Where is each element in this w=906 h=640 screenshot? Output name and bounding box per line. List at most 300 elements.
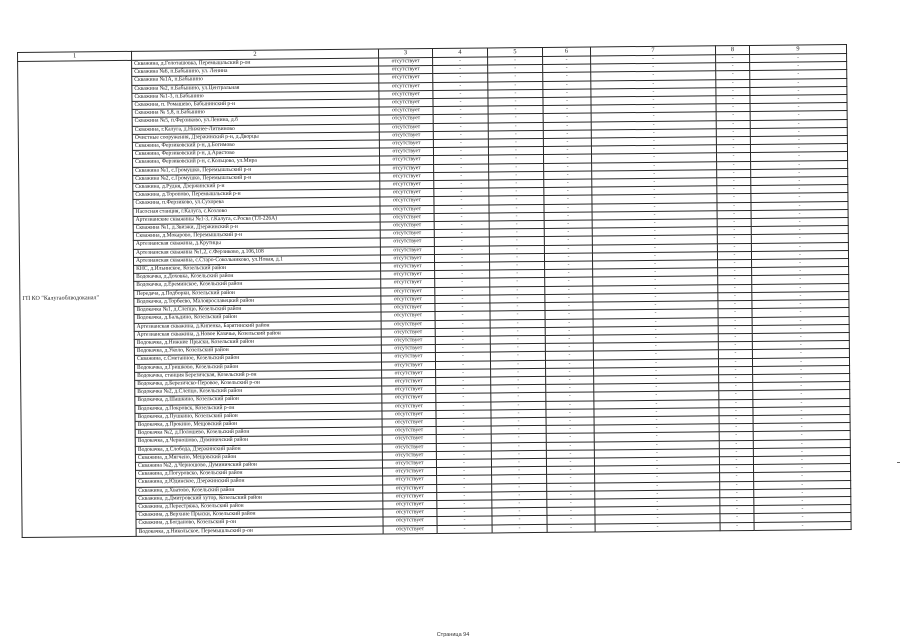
- object-name-cell: Скважина, д.Мокарово, Перемышльский р-н: [133, 230, 380, 241]
- column-header: 4: [432, 48, 487, 58]
- dash-cell: -: [718, 284, 752, 293]
- status-cell: отсутствует: [381, 279, 435, 288]
- dash-cell: -: [490, 286, 545, 295]
- dash-cell: -: [489, 171, 544, 180]
- dash-cell: -: [488, 106, 543, 115]
- dash-cell: -: [490, 335, 545, 344]
- dash-cell: -: [433, 131, 488, 140]
- dash-cell: -: [489, 221, 544, 230]
- dash-cell: -: [753, 406, 850, 415]
- object-name-cell: Скважина, д.Дмитровский хутор, Козельский район: [136, 493, 383, 504]
- column-header: 1: [18, 51, 132, 61]
- dash-cell: -: [754, 505, 851, 514]
- dash-cell: -: [594, 440, 719, 449]
- dash-cell: -: [752, 316, 849, 325]
- status-cell: отсутствует: [380, 222, 434, 231]
- dash-cell: -: [753, 455, 850, 464]
- status-cell: отсутствует: [382, 369, 436, 378]
- dash-cell: -: [435, 270, 490, 279]
- dash-cell: -: [592, 178, 717, 187]
- object-name-cell: Скважина № 5,8, п.Бабынино: [132, 107, 379, 118]
- dash-cell: -: [544, 171, 592, 180]
- dash-cell: -: [719, 448, 753, 457]
- dash-cell: -: [488, 73, 543, 82]
- dash-cell: -: [594, 416, 719, 425]
- dash-cell: -: [490, 278, 545, 287]
- dash-cell: -: [544, 195, 592, 204]
- table-container: [17, 44, 852, 538]
- dash-cell: -: [433, 139, 488, 148]
- dash-cell: -: [433, 98, 488, 107]
- dash-cell: -: [435, 344, 490, 353]
- status-cell: отсутствует: [382, 451, 436, 460]
- dash-cell: -: [719, 383, 753, 392]
- dash-cell: -: [720, 473, 754, 482]
- dash-cell: -: [488, 147, 543, 156]
- status-cell: отсутствует: [380, 246, 434, 255]
- dash-cell: -: [491, 450, 546, 459]
- status-cell: отсутствует: [382, 418, 436, 427]
- dash-cell: -: [594, 366, 719, 375]
- dash-cell: -: [718, 309, 752, 318]
- status-cell: отсутствует: [379, 123, 433, 132]
- dash-cell: -: [717, 161, 751, 170]
- dash-cell: -: [488, 122, 543, 131]
- object-name-cell: Водокачка №1, д.Слепцо, Козельский район: [134, 304, 381, 315]
- dash-cell: -: [546, 392, 594, 401]
- dash-cell: -: [716, 128, 750, 137]
- dash-cell: -: [717, 219, 751, 228]
- dash-cell: -: [544, 220, 592, 229]
- dash-cell: -: [717, 251, 751, 260]
- object-name-cell: Водокачка, д.Уколо, Козельский район: [134, 345, 381, 356]
- dash-cell: -: [717, 178, 751, 187]
- status-cell: отсутствует: [382, 443, 436, 452]
- dash-cell: -: [489, 163, 544, 172]
- object-name-cell: Скважина №2, д.Черношово, Думиничский район: [135, 460, 382, 471]
- object-name-cell: Скважина, п. Ромашево, Бабынинский р-н: [132, 99, 379, 110]
- dash-cell: -: [595, 481, 720, 490]
- dash-cell: -: [594, 391, 719, 400]
- dash-cell: -: [591, 120, 716, 129]
- dash-cell: -: [594, 432, 719, 441]
- column-header: 6: [542, 47, 590, 56]
- dash-cell: -: [720, 522, 754, 531]
- dash-cell: -: [718, 260, 752, 269]
- dash-cell: -: [437, 500, 492, 509]
- object-name-cell: Скважина, п.Ферзиково, ул.Сухорева: [133, 197, 380, 208]
- dash-cell: -: [435, 360, 490, 369]
- dash-cell: -: [595, 490, 720, 499]
- status-cell: отсутствует: [383, 468, 437, 477]
- dash-cell: -: [593, 301, 718, 310]
- dash-cell: -: [491, 426, 546, 435]
- dash-cell: -: [544, 154, 592, 163]
- dash-cell: -: [435, 303, 490, 312]
- dash-cell: -: [545, 286, 593, 295]
- dash-cell: -: [717, 243, 751, 252]
- dash-cell: -: [594, 424, 719, 433]
- dash-cell: -: [594, 375, 719, 384]
- dash-cell: -: [719, 415, 753, 424]
- dash-cell: -: [591, 63, 716, 72]
- dash-cell: -: [591, 55, 716, 64]
- organization-cell: ГП КО "Калугаоблводоканал": [18, 60, 137, 537]
- dash-cell: -: [750, 54, 847, 63]
- status-cell: отсутствует: [379, 115, 433, 124]
- status-cell: отсутствует: [380, 189, 434, 198]
- dash-cell: -: [720, 481, 754, 490]
- dash-cell: -: [544, 204, 592, 213]
- status-cell: отсутствует: [379, 90, 433, 99]
- dash-cell: -: [547, 466, 595, 475]
- dash-cell: -: [754, 488, 851, 497]
- status-cell: отсутствует: [382, 459, 436, 468]
- object-name-cell: Водокачка, д.Покровск, Козельский р-он: [135, 403, 382, 414]
- dash-cell: -: [752, 357, 849, 366]
- dash-cell: -: [433, 65, 488, 74]
- dash-cell: -: [434, 164, 489, 173]
- dash-cell: -: [545, 343, 593, 352]
- dash-cell: -: [592, 235, 717, 244]
- dash-cell: -: [437, 508, 492, 517]
- dash-cell: -: [592, 202, 717, 211]
- status-cell: отсутствует: [379, 82, 433, 91]
- status-cell: отсутствует: [382, 435, 436, 444]
- dash-cell: -: [545, 327, 593, 336]
- status-cell: отсутствует: [380, 213, 434, 222]
- dash-cell: -: [718, 317, 752, 326]
- dash-cell: -: [433, 90, 488, 99]
- dash-cell: -: [546, 450, 594, 459]
- dash-cell: -: [591, 71, 716, 80]
- dash-cell: -: [545, 294, 593, 303]
- dash-cell: -: [433, 82, 488, 91]
- dash-cell: -: [752, 267, 849, 276]
- dash-cell: -: [595, 514, 720, 523]
- dash-cell: -: [595, 473, 720, 482]
- dash-cell: -: [592, 219, 717, 228]
- dash-cell: -: [593, 284, 718, 293]
- dash-cell: -: [753, 382, 850, 391]
- object-name-cell: Водокачка, д.Ереминское, Козельский район: [134, 280, 381, 291]
- dash-cell: -: [545, 359, 593, 368]
- dash-cell: -: [753, 373, 850, 382]
- object-name-cell: Водокачка №2, д.Слепцо, Козельский район: [135, 386, 382, 397]
- dash-cell: -: [489, 179, 544, 188]
- dash-cell: -: [435, 295, 490, 304]
- dash-cell: -: [751, 160, 848, 169]
- status-cell: отсутствует: [383, 492, 437, 501]
- dash-cell: -: [593, 325, 718, 334]
- dash-cell: -: [489, 212, 544, 221]
- dash-cell: -: [718, 268, 752, 277]
- object-name-cell: Скважина №5, п.Ферзиково, ул.Ленина, д.б: [132, 115, 379, 126]
- dash-cell: -: [434, 188, 489, 197]
- dash-cell: -: [752, 275, 849, 284]
- dash-cell: -: [750, 103, 847, 112]
- status-cell: отсутствует: [380, 156, 434, 165]
- dash-cell: -: [543, 64, 591, 73]
- object-name-cell: Водокачка, д.Бальдино, Козельский район: [134, 312, 381, 323]
- dash-cell: -: [595, 522, 720, 531]
- dash-cell: -: [752, 341, 849, 350]
- dash-cell: -: [437, 484, 492, 493]
- dash-cell: -: [594, 383, 719, 392]
- dash-cell: -: [593, 350, 718, 359]
- dash-cell: -: [488, 138, 543, 147]
- dash-cell: -: [592, 161, 717, 170]
- object-name-cell: Водокачка, д.Прокино, Мещовский район: [135, 419, 382, 430]
- dash-cell: -: [491, 417, 546, 426]
- dash-cell: -: [718, 342, 752, 351]
- dash-cell: -: [751, 242, 848, 251]
- dash-cell: -: [753, 390, 850, 399]
- dash-cell: -: [488, 89, 543, 98]
- dash-cell: -: [436, 451, 491, 460]
- status-cell: отсутствует: [380, 230, 434, 239]
- dash-cell: -: [491, 401, 546, 410]
- dash-cell: -: [489, 229, 544, 238]
- dash-cell: -: [717, 202, 751, 211]
- dash-cell: -: [750, 119, 847, 128]
- dash-cell: -: [433, 123, 488, 132]
- dash-cell: -: [593, 342, 718, 351]
- dash-cell: -: [717, 235, 751, 244]
- dash-cell: -: [753, 414, 850, 423]
- dash-cell: -: [543, 81, 591, 90]
- dash-cell: -: [591, 96, 716, 105]
- status-cell: отсутствует: [379, 74, 433, 83]
- dash-cell: -: [492, 475, 547, 484]
- dash-cell: -: [718, 301, 752, 310]
- object-name-cell: Скважина №2, с.Громушко, Перемышльский р-н: [133, 173, 380, 184]
- dash-cell: -: [720, 506, 754, 515]
- status-cell: отсутствует: [382, 427, 436, 436]
- status-cell: отсутствует: [383, 500, 437, 509]
- object-name-cell: Водокачка, д.Торбеево, Малоярославецкий район: [134, 296, 381, 307]
- dash-cell: -: [490, 319, 545, 328]
- dash-cell: -: [546, 401, 594, 410]
- dash-cell: -: [544, 236, 592, 245]
- dash-cell: -: [592, 211, 717, 220]
- object-name-cell: Скважина, д.Голоташовка, Перемышльский р-он: [132, 58, 379, 69]
- status-cell: отсутствует: [379, 58, 433, 67]
- dash-cell: -: [434, 221, 489, 230]
- dash-cell: -: [593, 293, 718, 302]
- dash-cell: -: [716, 54, 750, 63]
- dash-cell: -: [753, 447, 850, 456]
- dash-cell: -: [751, 209, 848, 218]
- dash-cell: -: [434, 229, 489, 238]
- status-cell: отсутствует: [381, 304, 435, 313]
- dash-cell: -: [491, 393, 546, 402]
- object-name-cell: Водокачка, д.Доховка, Козельский район: [134, 271, 381, 282]
- column-header: 9: [749, 45, 846, 55]
- dash-cell: -: [436, 385, 491, 394]
- page-footer: Страница 94: [436, 632, 470, 638]
- dash-cell: -: [544, 228, 592, 237]
- dash-cell: -: [543, 89, 591, 98]
- dash-cell: -: [545, 335, 593, 344]
- dash-cell: -: [434, 196, 489, 205]
- dash-cell: -: [754, 513, 851, 522]
- object-name-cell: Артезианская скважина, д.Кипенка, Барятинский район: [134, 321, 381, 332]
- dash-cell: -: [593, 276, 718, 285]
- dash-cell: -: [591, 112, 716, 121]
- dash-cell: -: [546, 368, 594, 377]
- object-name-cell: Водокачка, д.Пушкино, Козельский район: [135, 411, 382, 422]
- dash-cell: -: [545, 310, 593, 319]
- dash-cell: -: [436, 369, 491, 378]
- dash-cell: -: [492, 467, 547, 476]
- status-cell: отсутствует: [382, 402, 436, 411]
- dash-cell: -: [751, 218, 848, 227]
- dash-cell: -: [547, 507, 595, 516]
- dash-cell: -: [433, 57, 488, 66]
- dash-cell: -: [716, 120, 750, 129]
- dash-cell: -: [435, 319, 490, 328]
- dash-cell: -: [716, 63, 750, 72]
- dash-cell: -: [488, 56, 543, 65]
- dash-cell: -: [546, 376, 594, 385]
- dash-cell: -: [592, 194, 717, 203]
- object-name-cell: Скважина №6, п.Бабынино, ул. Ленина: [132, 66, 379, 77]
- status-cell: отсутствует: [379, 148, 433, 157]
- dash-cell: -: [491, 409, 546, 418]
- dash-cell: -: [591, 104, 716, 113]
- dash-cell: -: [543, 113, 591, 122]
- object-name-cell: Скважина №1-3, п.Бабынино: [132, 91, 379, 102]
- dash-cell: -: [492, 491, 547, 500]
- status-cell: отсутствует: [383, 509, 437, 518]
- dash-cell: -: [750, 62, 847, 71]
- dash-cell: -: [592, 252, 717, 261]
- status-cell: отсутствует: [383, 517, 437, 526]
- dash-cell: -: [716, 136, 750, 145]
- dash-cell: -: [591, 145, 716, 154]
- status-cell: отсутствует: [380, 205, 434, 214]
- dash-cell: -: [436, 459, 491, 468]
- dash-cell: -: [591, 88, 716, 97]
- dash-cell: -: [492, 483, 547, 492]
- dash-cell: -: [719, 407, 753, 416]
- dash-cell: -: [593, 334, 718, 343]
- dash-cell: -: [753, 439, 850, 448]
- dash-cell: -: [544, 253, 592, 262]
- dash-cell: -: [492, 524, 547, 533]
- dash-cell: -: [719, 374, 753, 383]
- dash-cell: -: [720, 497, 754, 506]
- dash-cell: -: [751, 185, 848, 194]
- object-name-cell: Скважина, д.Мягчено, Мещовский район: [135, 452, 382, 463]
- dash-cell: -: [753, 464, 850, 473]
- status-cell: отсутствует: [382, 394, 436, 403]
- dash-cell: -: [488, 97, 543, 106]
- object-name-cell: Водокачка, д.Гришково, Козельский район: [134, 362, 381, 373]
- status-cell: отсутствует: [383, 525, 437, 534]
- column-header: 7: [590, 46, 715, 56]
- object-name-cell: Водокачка, д.Шашкино, Козельский район: [135, 394, 382, 405]
- dash-cell: -: [591, 79, 716, 88]
- dash-cell: -: [750, 86, 847, 95]
- dash-cell: -: [717, 194, 751, 203]
- dash-cell: -: [720, 514, 754, 523]
- object-name-cell: Водокачка, д.Нижние Прыски, Козельский район: [134, 337, 381, 348]
- object-name-cell: Артезианская скважина, с.Старо-Сокольниково, ул.Новая, д.1: [133, 255, 380, 266]
- dash-cell: -: [490, 311, 545, 320]
- dash-cell: -: [546, 384, 594, 393]
- dash-cell: -: [716, 104, 750, 113]
- dash-cell: -: [545, 351, 593, 360]
- dash-cell: -: [546, 417, 594, 426]
- dash-cell: -: [716, 112, 750, 121]
- dash-cell: -: [544, 245, 592, 254]
- status-cell: отсутствует: [380, 254, 434, 263]
- dash-cell: -: [545, 302, 593, 311]
- dash-cell: -: [753, 423, 850, 432]
- dash-cell: -: [594, 399, 719, 408]
- dash-cell: -: [545, 261, 593, 270]
- dash-cell: -: [750, 136, 847, 145]
- dash-cell: -: [717, 227, 751, 236]
- object-name-cell: Скважина, Ферзиковский р-н, д.Богимово: [132, 140, 379, 151]
- dash-cell: -: [595, 498, 720, 507]
- dash-cell: -: [435, 278, 490, 287]
- object-name-cell: Передача, д.Подборки, Козельский район: [134, 288, 381, 299]
- object-name-cell: Скважина, д.Хватово, Козельский район: [136, 485, 383, 496]
- object-name-cell: Скважина, д.Рудня, Дзержинский р-н: [133, 181, 380, 192]
- status-cell: отсутствует: [383, 484, 437, 493]
- status-cell: отсутствует: [379, 99, 433, 108]
- status-cell: отсутствует: [379, 66, 433, 75]
- dash-cell: -: [490, 262, 545, 271]
- status-cell: отсутствует: [382, 410, 436, 419]
- dash-cell: -: [593, 268, 718, 277]
- dash-cell: -: [752, 332, 849, 341]
- object-name-cell: Скважина, д.Торопово, Перемышльский р-н: [133, 189, 380, 200]
- dash-cell: -: [491, 385, 546, 394]
- dash-cell: -: [753, 431, 850, 440]
- status-cell: отсутствует: [382, 386, 436, 395]
- status-cell: отсутствует: [381, 336, 435, 345]
- dash-cell: -: [436, 443, 491, 452]
- status-cell: отсутствует: [381, 320, 435, 329]
- dash-cell: -: [490, 360, 545, 369]
- object-name-cell: Водокачка, д.Слобода, Дзержинский район: [135, 444, 382, 455]
- dash-cell: -: [594, 449, 719, 458]
- dash-cell: -: [490, 270, 545, 279]
- dash-cell: -: [719, 424, 753, 433]
- dash-cell: -: [718, 325, 752, 334]
- dash-cell: -: [751, 168, 848, 177]
- dash-cell: -: [751, 201, 848, 210]
- dash-cell: -: [716, 87, 750, 96]
- dash-cell: -: [717, 186, 751, 195]
- dash-cell: -: [593, 309, 718, 318]
- dash-cell: -: [754, 472, 851, 481]
- dash-cell: -: [750, 70, 847, 79]
- dash-cell: -: [719, 440, 753, 449]
- dash-cell: -: [434, 213, 489, 222]
- column-header: 8: [715, 45, 749, 54]
- dash-cell: -: [547, 515, 595, 524]
- dash-cell: -: [546, 458, 594, 467]
- dash-cell: -: [718, 292, 752, 301]
- dash-cell: -: [751, 177, 848, 186]
- dash-cell: -: [752, 308, 849, 317]
- status-cell: отсутствует: [381, 328, 435, 337]
